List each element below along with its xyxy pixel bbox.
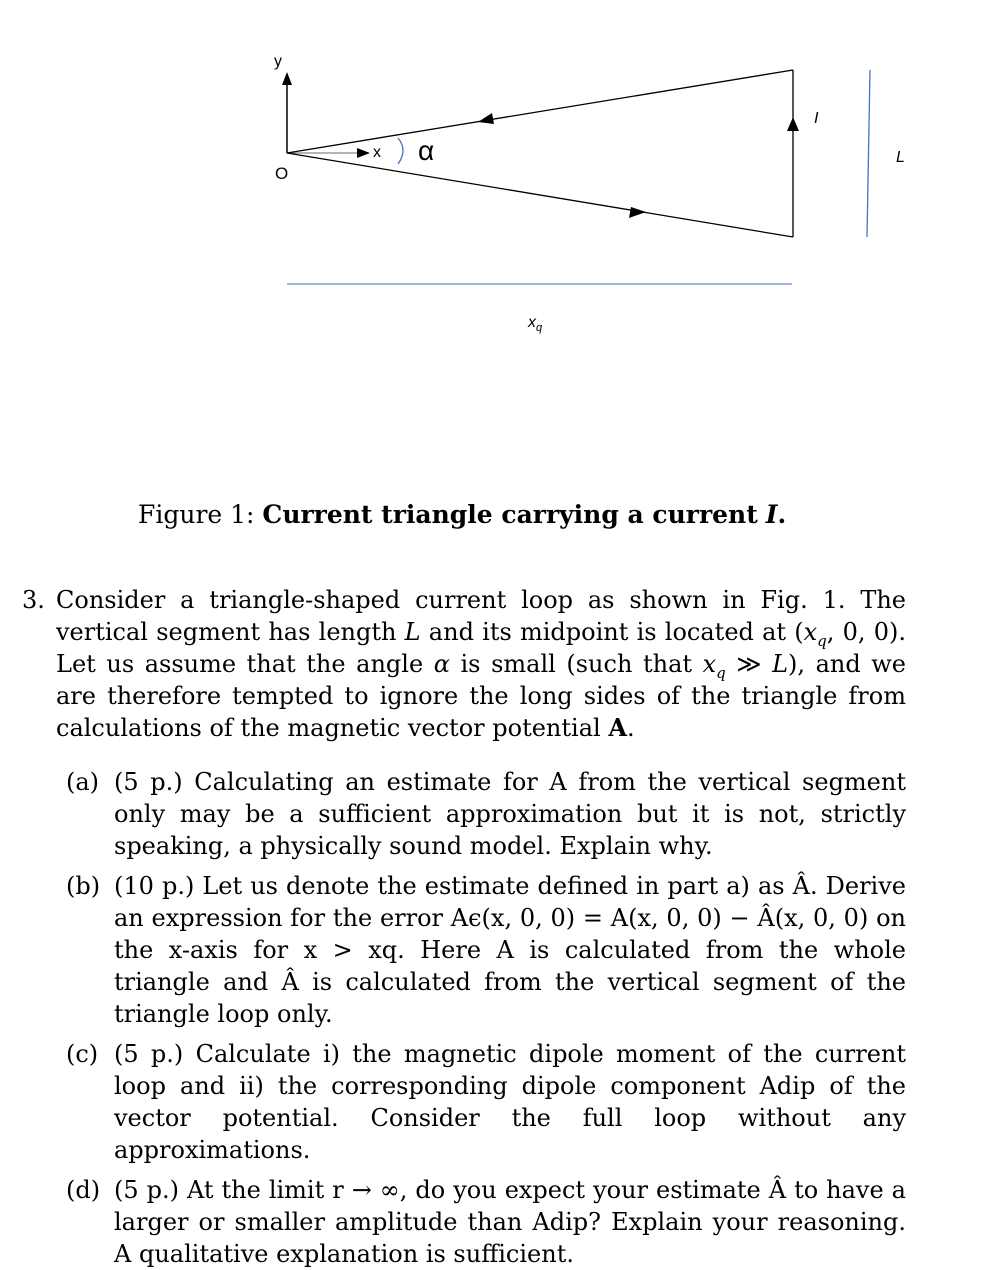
part-b bbox=[66, 870, 906, 1030]
caption-prefix: Figure 1: bbox=[138, 500, 255, 529]
current-arrow-lower bbox=[629, 207, 646, 218]
part-a-label: (a) bbox=[66, 768, 100, 796]
part-a-text: (5 p.) Calculating an estimate for A from the vertical segment only may be a sufficient approximation but it is not, strictly speaking, a physically sound model. Explain why. bbox=[114, 768, 906, 860]
part-c-label: (c) bbox=[66, 1040, 99, 1068]
length-guide-line bbox=[867, 70, 870, 237]
problem-intro: Consider a triangle-shaped current loop as shown in Fig. 1. The vertical segment has length L and its midpoint is located at ($x_q$, 0, 0). Let us assume that the angle α is small (such that $x_q$ ≫ L), and we are therefore tempted to ignore the long sides of the triangle from calculations of the magnetic vector potential A. bbox=[56, 586, 907, 742]
triangle-figure bbox=[0, 0, 992, 360]
caption-end: . bbox=[777, 500, 787, 529]
part-b-label: (b) bbox=[66, 872, 101, 900]
x-axis-label: x bbox=[373, 144, 381, 161]
triangle-upper-side bbox=[287, 70, 793, 153]
problem-number: 3. bbox=[22, 586, 45, 614]
part-d bbox=[66, 1174, 906, 1270]
current-arrow-vertical bbox=[787, 117, 799, 131]
part-c-text: (5 p.) Calculate i) the magnetic dipole moment of the current loop and ii) the corresponding dipole component Adip of the vector potential. Consider the full loop without any approximations. bbox=[114, 1040, 906, 1164]
part-c bbox=[66, 1038, 906, 1166]
length-label: L bbox=[896, 149, 905, 166]
part-a bbox=[66, 766, 906, 862]
triangle-lower-side bbox=[287, 153, 793, 237]
part-b-text: (10 p.) Let us denote the estimate defined in part a) as Â. Derive an expression for the error Aϵ(x, 0, 0) = A(x, 0, 0) − Â(x, 0, 0) on the x-axis for x > xq. Here A is calculated from the whole triangle and Â is calculated from the vertical segment of the triangle loop only. bbox=[114, 872, 906, 1028]
x-axis-arrowhead bbox=[357, 148, 370, 158]
y-axis-arrowhead bbox=[282, 72, 292, 85]
caption-title: Current triangle carrying a current bbox=[262, 500, 758, 529]
caption-symbol: I bbox=[765, 500, 778, 529]
angle-label: α bbox=[418, 135, 435, 166]
angle-arc bbox=[398, 138, 403, 164]
current-label: I bbox=[814, 110, 819, 127]
part-d-label: (d) bbox=[66, 1176, 101, 1204]
figure-caption bbox=[138, 500, 786, 529]
distance-label: $x_q$ bbox=[528, 314, 543, 334]
current-arrow-upper bbox=[478, 113, 494, 124]
y-axis-label: y bbox=[274, 53, 282, 70]
part-d-text: (5 p.) At the limit r → ∞, do you expect your estimate Â to have a larger or smaller amplitude than Adip? Explain your reasoning. A qualitative explanation is sufficient. bbox=[114, 1176, 906, 1268]
problem-3 bbox=[22, 584, 906, 1270]
origin-label: O bbox=[275, 164, 289, 183]
